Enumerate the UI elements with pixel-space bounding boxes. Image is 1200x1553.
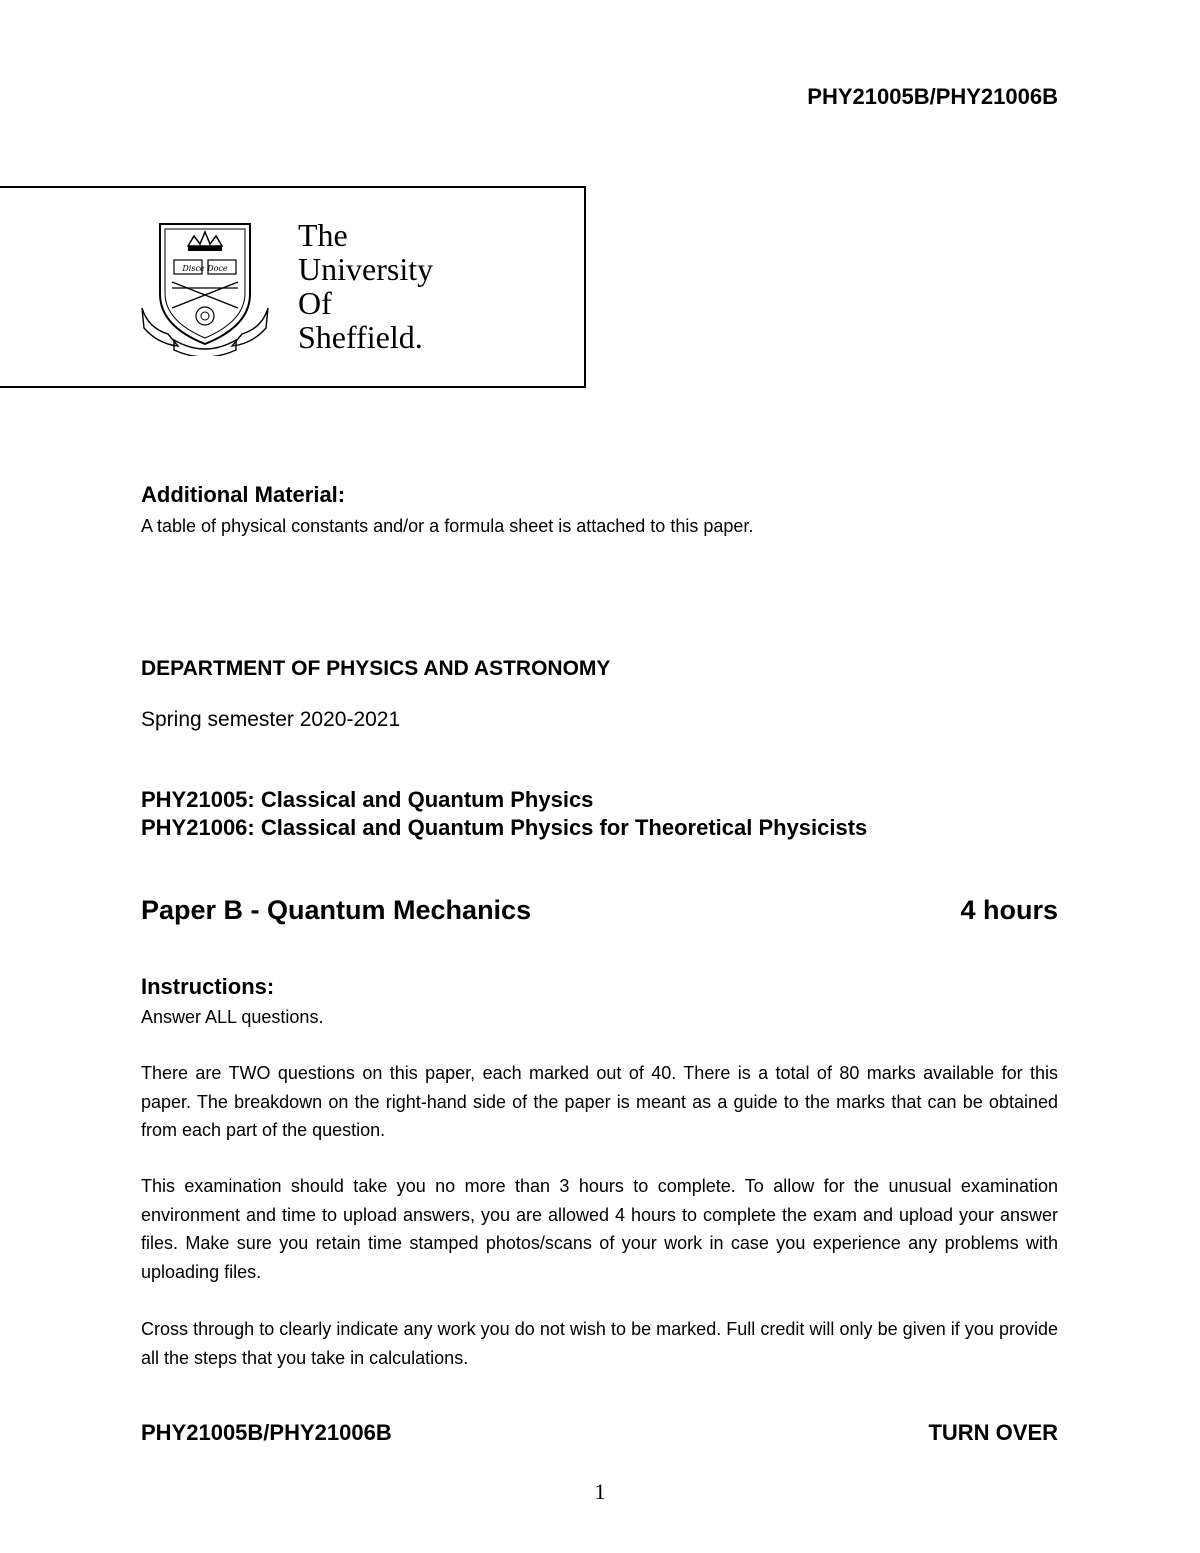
paper-title: Paper B - Quantum Mechanics bbox=[141, 895, 532, 925]
university-name-line-1: The bbox=[298, 217, 348, 253]
additional-material-label: Additional Material: bbox=[141, 482, 346, 507]
additional-material-text: A table of physical constants and/or a formula sheet is attached to this paper. bbox=[141, 516, 754, 536]
turn-over-label: TURN OVER bbox=[928, 1420, 1058, 1445]
university-name bbox=[298, 218, 433, 354]
instructions-paragraph-3: Cross through to clearly indicate any work you do not wish to be marked. Full credit will only be given if you provide all the steps that you take in calculations. bbox=[141, 1319, 1058, 1368]
university-logo-box bbox=[0, 186, 586, 388]
semester-text: Spring semester 2020-2021 bbox=[141, 708, 401, 731]
university-name-line-2: University bbox=[298, 251, 434, 287]
instructions-paragraph-1: There are TWO questions on this paper, each marked out of 40. There is a total of 80 marks available for this paper. The breakdown on the right-hand side of the paper is meant as a guide to the marks that can be obtained from each part of the question. bbox=[141, 1063, 1058, 1140]
footer-row bbox=[141, 1420, 1058, 1446]
crest-motto: Disce Doce bbox=[182, 264, 228, 273]
footer-exam-code: PHY21005B/PHY21006B bbox=[141, 1420, 392, 1445]
course-phy21006: PHY21006: Classical and Quantum Physics for Theoretical Physicists bbox=[141, 815, 868, 840]
university-name-line-4: Sheffield. bbox=[298, 319, 423, 355]
header-exam-code: PHY21005B/PHY21006B bbox=[807, 84, 1058, 109]
paper-title-row bbox=[141, 895, 1058, 926]
paper-duration: 4 hours bbox=[960, 895, 1058, 925]
course-phy21005: PHY21005: Classical and Quantum Physics bbox=[141, 787, 594, 812]
university-crest-icon bbox=[138, 216, 272, 356]
instructions-label: Instructions: bbox=[141, 974, 275, 999]
page-number: 1 bbox=[594, 1479, 606, 1504]
department-title: DEPARTMENT OF PHYSICS AND ASTRONOMY bbox=[141, 657, 611, 680]
university-name-line-3: Of bbox=[298, 285, 332, 321]
instructions-answer-all: Answer ALL questions. bbox=[141, 1007, 324, 1027]
instructions-paragraph-2: This examination should take you no more than 3 hours to complete. To allow for the unusual examination environment and time to upload answers, you are allowed 4 hours to complete the exam and upload your answer files. Make sure you retain time stamped photos/scans of your work in case you experience any problems with uploading files. bbox=[141, 1176, 1058, 1282]
